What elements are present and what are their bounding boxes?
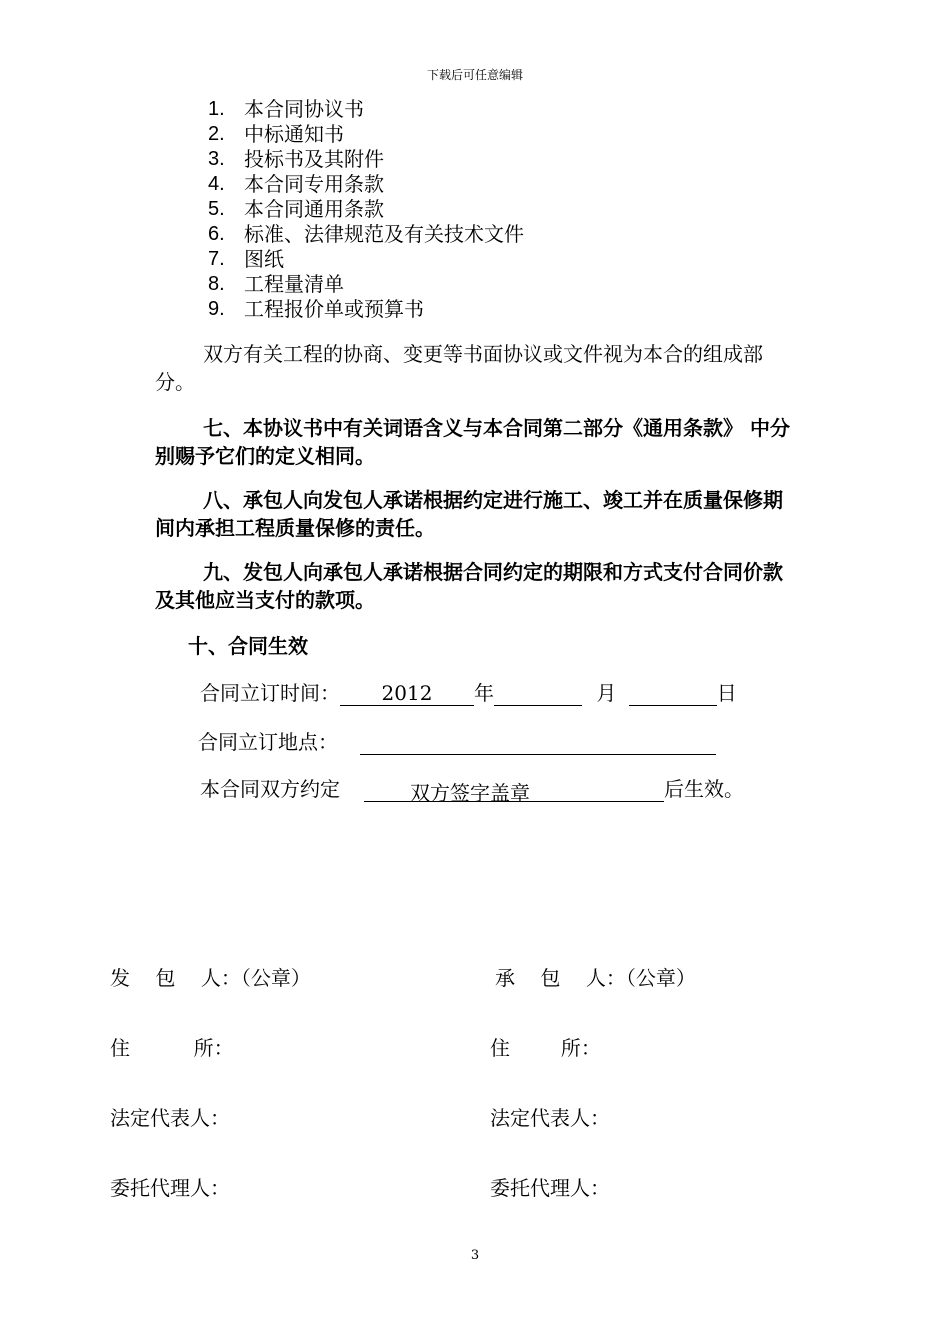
- list-item: [208, 247, 524, 272]
- list-item: [208, 297, 524, 322]
- list-item-number: 2.: [208, 123, 225, 145]
- clause-8-text: 八、承包人向发包人承诺根据约定进行施工、竣工并在质量保修期间内承担工程质量保修的责任。: [155, 488, 783, 540]
- list-item-number: 1.: [208, 98, 225, 120]
- clause-9-text: 九、发包人向承包人承诺根据合同约定的期限和方式支付合同价款及其他应当支付的款项。: [155, 560, 783, 612]
- list-item-text: 中标通知书: [244, 122, 344, 146]
- clause-7-text: 七、本协议书中有关词语含义与本合同第二部分《通用条款》 中分别赐予它们的定义相同。: [155, 416, 790, 468]
- list-item-number: 8.: [208, 273, 225, 295]
- contractor-party-label: 承 包 人：（公章）: [495, 966, 696, 990]
- contract-day-field: [629, 681, 717, 706]
- employer-party-label: 发 包 人：（公章）: [110, 966, 311, 990]
- list-item-text: 本合同通用条款: [244, 197, 384, 221]
- list-item: [208, 197, 524, 222]
- contract-month-field: [494, 681, 582, 706]
- list-item: [208, 172, 524, 197]
- list-item: [208, 222, 524, 247]
- agreement-condition-text: 双方签字盖章: [410, 781, 530, 805]
- contract-place-field: [360, 730, 716, 755]
- list-item-text: 图纸: [244, 247, 284, 271]
- contractor-address-label: 住 所：: [490, 1036, 601, 1060]
- contract-documents-list: [208, 97, 524, 322]
- list-item-number: 9.: [208, 298, 225, 320]
- list-item-text: 工程量清单: [244, 272, 344, 296]
- year-unit: 年: [474, 681, 494, 705]
- agreement-prefix: 本合同双方约定: [200, 777, 340, 801]
- list-item-text: 工程报价单或预算书: [244, 297, 424, 321]
- list-item-text: 本合同协议书: [244, 97, 364, 121]
- page-header-note: 下载后可任意编辑: [426, 68, 523, 82]
- documents-note-paragraph: [155, 340, 795, 396]
- employer-agent-label: 委托代理人：: [110, 1176, 230, 1200]
- contractor-agent-label: 委托代理人：: [490, 1176, 610, 1200]
- agreement-condition-field: [364, 777, 664, 805]
- clause-8-paragraph: [155, 486, 795, 542]
- contract-place-label: 合同立订地点：: [198, 730, 338, 754]
- contractor-legal-rep-label: 法定代表人：: [490, 1106, 610, 1130]
- clause-7-paragraph: [155, 414, 795, 470]
- clause-9-paragraph: [155, 558, 795, 614]
- contract-year-field: 2012: [340, 681, 474, 706]
- list-item-text: 本合同专用条款: [244, 172, 384, 196]
- contract-date-line: [200, 677, 737, 706]
- list-item: [208, 147, 524, 172]
- list-item-number: 3.: [208, 148, 225, 170]
- page-number: 3: [470, 1248, 480, 1263]
- list-item-text: 投标书及其附件: [244, 147, 384, 171]
- employer-address-label: 住 所：: [110, 1036, 234, 1060]
- list-item-number: 5.: [208, 198, 225, 220]
- list-item-number: 7.: [208, 248, 225, 270]
- agreement-suffix: 后生效。: [664, 777, 744, 801]
- list-item: [208, 97, 524, 122]
- list-item: [208, 272, 524, 297]
- list-item-number: 6.: [208, 223, 225, 245]
- list-item-text: 标准、法律规范及有关技术文件: [244, 222, 524, 246]
- effective-condition-line: [200, 773, 744, 805]
- documents-note-text: 双方有关工程的协商、变更等书面协议或文件视为本合的组成部分。: [155, 342, 763, 394]
- contract-date-label: 合同立订时间：: [200, 681, 340, 705]
- clause-10-title: 十、合同生效: [188, 634, 308, 658]
- day-unit: 日: [716, 681, 737, 705]
- list-item: [208, 122, 524, 147]
- list-item-number: 4.: [208, 173, 225, 195]
- employer-legal-rep-label: 法定代表人：: [110, 1106, 230, 1130]
- month-unit: 月: [596, 681, 617, 705]
- contract-place-line: [198, 726, 716, 755]
